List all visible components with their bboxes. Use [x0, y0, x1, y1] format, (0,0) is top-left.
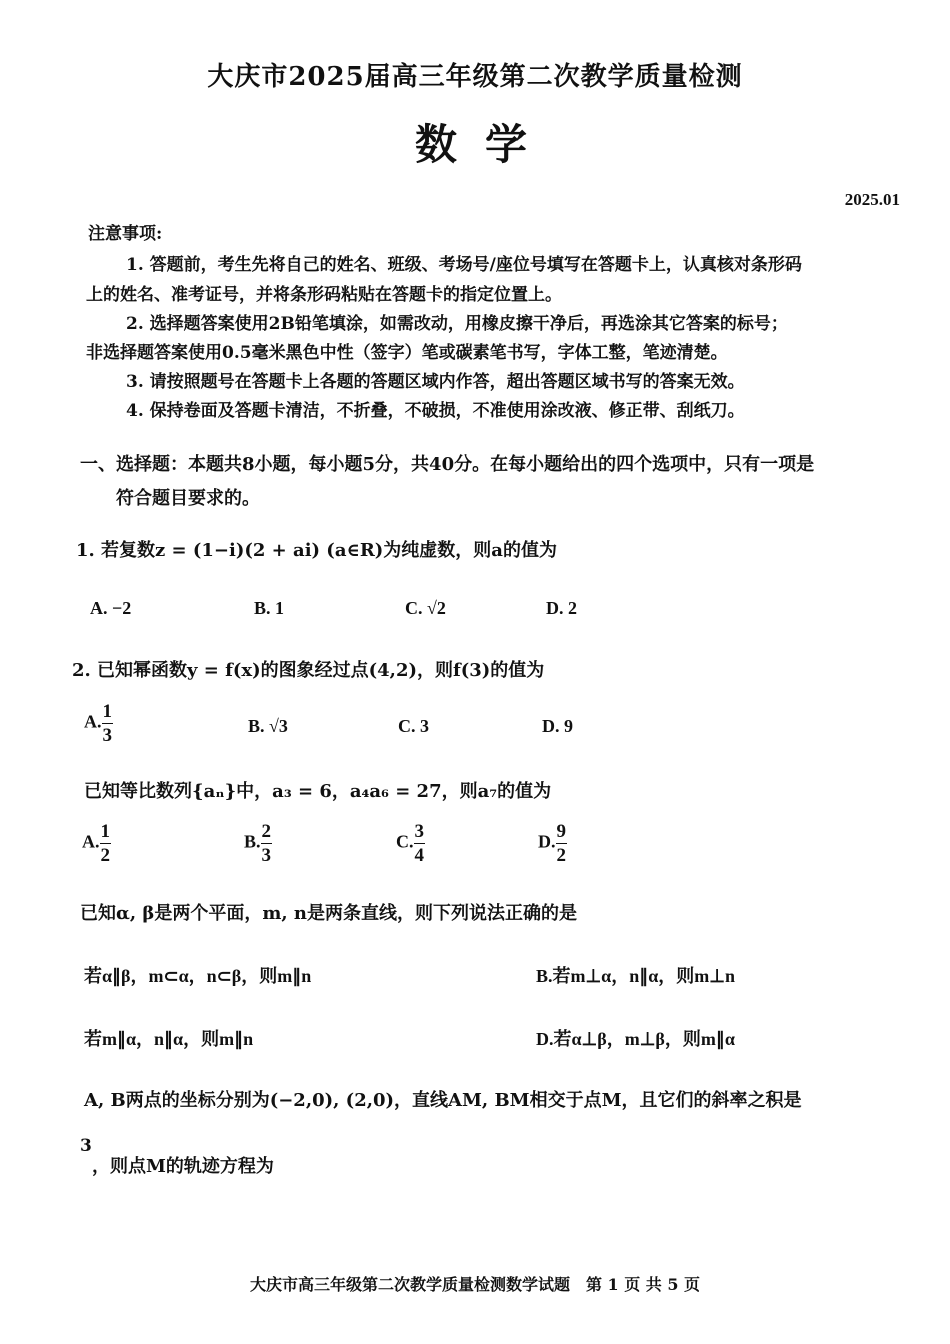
q1-option-d: D. 2	[546, 598, 577, 618]
notice-line: 上的姓名、准考证号，并将条形码粘贴在答题卡的指定位置上。	[86, 285, 562, 305]
question-5-stem-cont: ，则点M的轨迹方程为	[92, 1156, 274, 1177]
q1-option-c: C. √2	[405, 598, 446, 618]
question-4-stem: 已知α, β是两个平面，m, n是两条直线，则下列说法正确的是	[80, 903, 578, 924]
question-2-stem: 2. 已知幂函数y = f(x)的图象经过点(4,2)，则f(3)的值为	[72, 660, 545, 681]
fraction-numerator: 1	[102, 701, 112, 722]
question-5-stem: A, B两点的坐标分别为(−2,0), (2,0)，直线AM, BM相交于点M，且它们的斜率之积是	[84, 1090, 802, 1111]
fraction-denominator: 3	[261, 845, 272, 866]
section-heading: 一、选择题：本题共8小题，每小题5分，共40分。在每小题给出的四个选项中，只有一项是	[80, 454, 815, 475]
fraction-denominator: 2	[100, 845, 110, 866]
q3-option-b-fraction	[261, 822, 273, 865]
fraction-denominator: 4	[414, 845, 424, 866]
q2-option-a	[84, 702, 113, 745]
q3-option-c-fraction	[414, 822, 426, 865]
notice-line: 3. 请按照题号在答题卡上各题的答题区域内作答，超出答题区域书写的答案无效。	[126, 372, 745, 392]
notice-line: 4. 保持卷面及答题卡清洁，不折叠，不破损，不准使用涂改液、修正带、刮纸刀。	[126, 401, 745, 421]
q3-option-c-label: C.	[396, 831, 414, 852]
exam-title: 大庆市2025届高三年级第二次教学质量检测	[207, 62, 743, 92]
q4-option-c: 若m∥α，n∥α，则m∥n	[84, 1029, 254, 1049]
q2-option-a-label: A.	[84, 711, 102, 732]
q1-option-a: A. −2	[90, 598, 132, 618]
q4-option-b: B.若m⊥α，n∥α，则m⊥n	[536, 966, 735, 986]
page-footer: 大庆市高三年级第二次教学质量检测数学试题 第 1 页 共 5 页	[249, 1275, 701, 1294]
q3-option-d	[538, 822, 567, 865]
notice-line: 非选择题答案使用0.5毫米黑色中性（签字）笔或碳素笔书写，字体工整，笔迹清楚。	[86, 343, 728, 363]
q4-option-a: 若α∥β，m⊂α，n⊂β，则m∥n	[84, 966, 312, 986]
notice-line: 2. 选择题答案使用2B铅笔填涂，如需改动，用橡皮擦干净后，再选涂其它答案的标号；	[126, 314, 788, 334]
q4-option-d: D.若α⊥β，m⊥β，则m∥α	[536, 1029, 735, 1049]
fraction-numerator: 9	[556, 821, 566, 842]
subject-title: 数学	[414, 120, 555, 169]
q1-option-b: B. 1	[254, 598, 285, 618]
q2-option-c: C. 3	[398, 716, 429, 736]
q2-option-a-fraction	[102, 702, 114, 745]
fraction-denominator: 3	[102, 725, 112, 746]
q2-option-b: B. √3	[248, 716, 288, 736]
question-5-fraction-numerator: 3	[80, 1136, 92, 1156]
exam-date: 2025.01	[844, 190, 900, 209]
section-heading-cont: 符合题目要求的。	[116, 488, 260, 509]
q3-option-a	[82, 822, 111, 865]
notice-line: 1. 答题前，考生先将自己的姓名、班级、考场号/座位号填写在答题卡上，认真核对条形码	[126, 255, 802, 275]
notice-heading: 注意事项:	[88, 224, 163, 244]
q3-option-c	[396, 822, 425, 865]
fraction-numerator: 1	[100, 821, 110, 842]
q3-option-d-label: D.	[538, 831, 556, 852]
question-3-stem: 已知等比数列{aₙ}中，a₃ = 6，a₄a₆ = 27，则a₇的值为	[84, 781, 552, 802]
fraction-denominator: 2	[556, 845, 566, 866]
q3-option-b	[244, 822, 272, 865]
q3-option-a-fraction	[100, 822, 112, 865]
q2-option-d: D. 9	[542, 716, 573, 736]
q3-option-a-label: A.	[82, 831, 100, 852]
q3-option-d-fraction	[556, 822, 568, 865]
fraction-numerator: 3	[414, 821, 424, 842]
fraction-numerator: 2	[261, 821, 272, 842]
question-1-stem: 1. 若复数z = (1−i)(2 + ai) (a∈R)为纯虚数，则a的值为	[76, 540, 557, 561]
q3-option-b-label: B.	[244, 831, 261, 852]
